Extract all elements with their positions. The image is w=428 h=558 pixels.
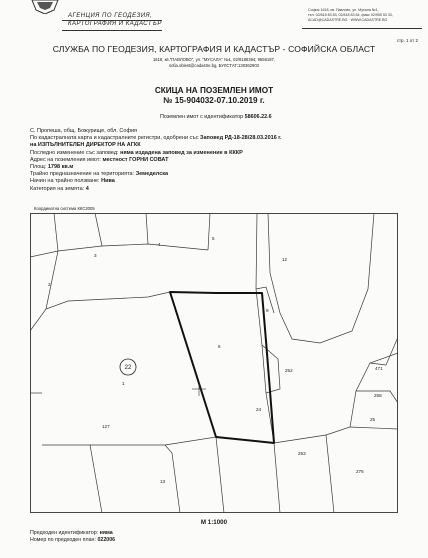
boundary-line bbox=[165, 437, 224, 513]
plan-number-label: Номер по предходен план: bbox=[30, 537, 96, 543]
order-issuer-line bbox=[30, 142, 420, 149]
parcel-label: 12 bbox=[282, 257, 288, 262]
category-value: 4 bbox=[85, 185, 89, 192]
address-label: Адрес на поземления имот: bbox=[30, 156, 101, 163]
prev-identifier-label: Предходен идентификатор: bbox=[30, 530, 99, 536]
usage-line bbox=[30, 178, 420, 185]
boundary-line bbox=[386, 337, 398, 365]
office-contact: sofia.oblest@cadastre.bg, БУЛСТАТ:130362903 bbox=[168, 63, 259, 68]
page-number: стр. 1 от 2 bbox=[396, 38, 418, 43]
map-frame bbox=[31, 214, 398, 513]
agency-contact bbox=[308, 8, 426, 23]
parcel-label: 471 bbox=[375, 366, 383, 371]
boundary-line bbox=[95, 213, 102, 246]
boundary-line bbox=[262, 345, 280, 393]
boundary-line bbox=[46, 251, 58, 309]
identifier-value: 58606.22.6 bbox=[244, 114, 272, 120]
boundary-line bbox=[350, 427, 398, 429]
purpose-value: Земеделска bbox=[135, 171, 169, 178]
boundary-line bbox=[42, 445, 102, 513]
map-scale: М 1:1000 bbox=[200, 519, 228, 526]
boundary-line bbox=[326, 435, 334, 513]
office-name: СЛУЖБА ПО ГЕОДЕЗИЯ, КАРТОГРАФИЯ И КАДАСТЪР - СОФИЙСКА ОБЛАСТ bbox=[52, 44, 376, 54]
parcel-details bbox=[30, 128, 420, 193]
parcel-label: 268 bbox=[374, 393, 382, 398]
contact-line1: София 1618, кв. Павлово, ул. Мусала №1, bbox=[308, 8, 379, 12]
order-prefix: По кадастралната карта и кадастралните регистри, одобрени със bbox=[30, 135, 199, 142]
document-title: СКИЦА НА ПОЗЕМЛЕН ИМОТ bbox=[154, 86, 274, 95]
document-number: № 15-904032-07.10.2019 г. bbox=[163, 96, 265, 105]
boundary-line bbox=[370, 363, 386, 365]
category-label: Категория на земята: bbox=[30, 185, 85, 192]
contact-line3: ACAD@CADASTRE.BG · WWW.CADASTRE.BG bbox=[308, 18, 388, 22]
parcel-label: 24 bbox=[256, 407, 262, 412]
usage-label: Начин на трайно ползване: bbox=[30, 178, 100, 185]
parcel-label: 253 bbox=[298, 451, 306, 456]
address-line bbox=[30, 157, 420, 164]
area-label: Площ: bbox=[30, 164, 47, 171]
prev-identifier-value: няма bbox=[99, 530, 113, 536]
document-footer bbox=[30, 530, 115, 544]
header-divider bbox=[62, 20, 162, 21]
order-value: Заповед РД-18-28/28.03.2016 г. bbox=[200, 135, 282, 142]
header-divider bbox=[62, 30, 162, 31]
parcel-label: 5 bbox=[212, 236, 215, 241]
area-value: 1798 кв.м bbox=[47, 164, 74, 171]
parcel-label: 252 bbox=[285, 368, 293, 373]
location: С. Пропеша, общ. Божурище, обл. София bbox=[30, 128, 138, 134]
contact-line2: тел. 02/818 83 83, 02/818 83 84, факс 02/955 53 33, bbox=[308, 13, 393, 17]
parcel-label: 9 bbox=[266, 308, 269, 313]
coordinate-system: Координатна система ККС2005 bbox=[34, 206, 95, 211]
last-change-line bbox=[30, 150, 420, 157]
parcel-label: 13 bbox=[160, 479, 166, 484]
last-change-value: няма издадена заповед за изменение в КККР bbox=[120, 149, 243, 156]
last-change-label: Последно изменение със заповед: bbox=[30, 149, 119, 156]
boundary-line bbox=[146, 213, 148, 244]
parcel-identifier bbox=[160, 114, 272, 120]
identifier-label: Поземлен имот с идентификатор bbox=[160, 114, 244, 120]
agency-name-line2: КАРТОГРАФИЯ И КАДАСТЪР bbox=[68, 21, 162, 27]
order-issuer: на ИЗПЪЛНИТЕЛЕН ДИРЕКТОР НА АГКК bbox=[30, 142, 141, 149]
category-line bbox=[30, 186, 420, 193]
agency-logo-icon bbox=[30, 0, 60, 14]
parcel-label: 127 bbox=[102, 424, 110, 429]
boundary-line bbox=[268, 213, 374, 343]
usage-value: Нива bbox=[101, 178, 115, 185]
parcel-label: 2 bbox=[48, 282, 51, 287]
plan-number-value: 022006 bbox=[97, 537, 116, 543]
centroid-cross-icon bbox=[192, 382, 206, 396]
purpose-label: Трайно предназначение на територията: bbox=[30, 171, 135, 178]
agency-name-line1: АГЕНЦИЯ ПО ГЕОДЕЗИЯ, bbox=[68, 13, 153, 19]
district-marker: 22 bbox=[124, 365, 132, 371]
boundary-line bbox=[54, 213, 58, 251]
plan-number-line bbox=[30, 537, 115, 544]
boundary-line bbox=[256, 287, 274, 313]
parcel-label: 276 bbox=[356, 469, 364, 474]
parcel-label: 3 bbox=[94, 253, 97, 258]
boundary-line bbox=[30, 244, 208, 257]
parcel-label: 1 bbox=[122, 381, 125, 386]
parcel-label: 25 bbox=[370, 417, 376, 422]
boundary-line bbox=[90, 445, 180, 513]
boundary-line bbox=[30, 292, 170, 331]
order-line bbox=[30, 135, 420, 142]
prev-identifier-line bbox=[30, 530, 115, 537]
header-divider bbox=[302, 28, 422, 29]
cadastral-map bbox=[30, 213, 398, 513]
address-value: местност ГОРНИ СОВАТ bbox=[102, 156, 169, 163]
office-address: 1618, кв."ПАВЛОВО", ул. "МУСАЛА" №1, 02/8188394; 9556187, bbox=[152, 57, 276, 62]
parcel-label: 4 bbox=[158, 242, 161, 247]
parcel-label: 6 bbox=[218, 344, 221, 349]
boundary-line bbox=[208, 213, 210, 250]
